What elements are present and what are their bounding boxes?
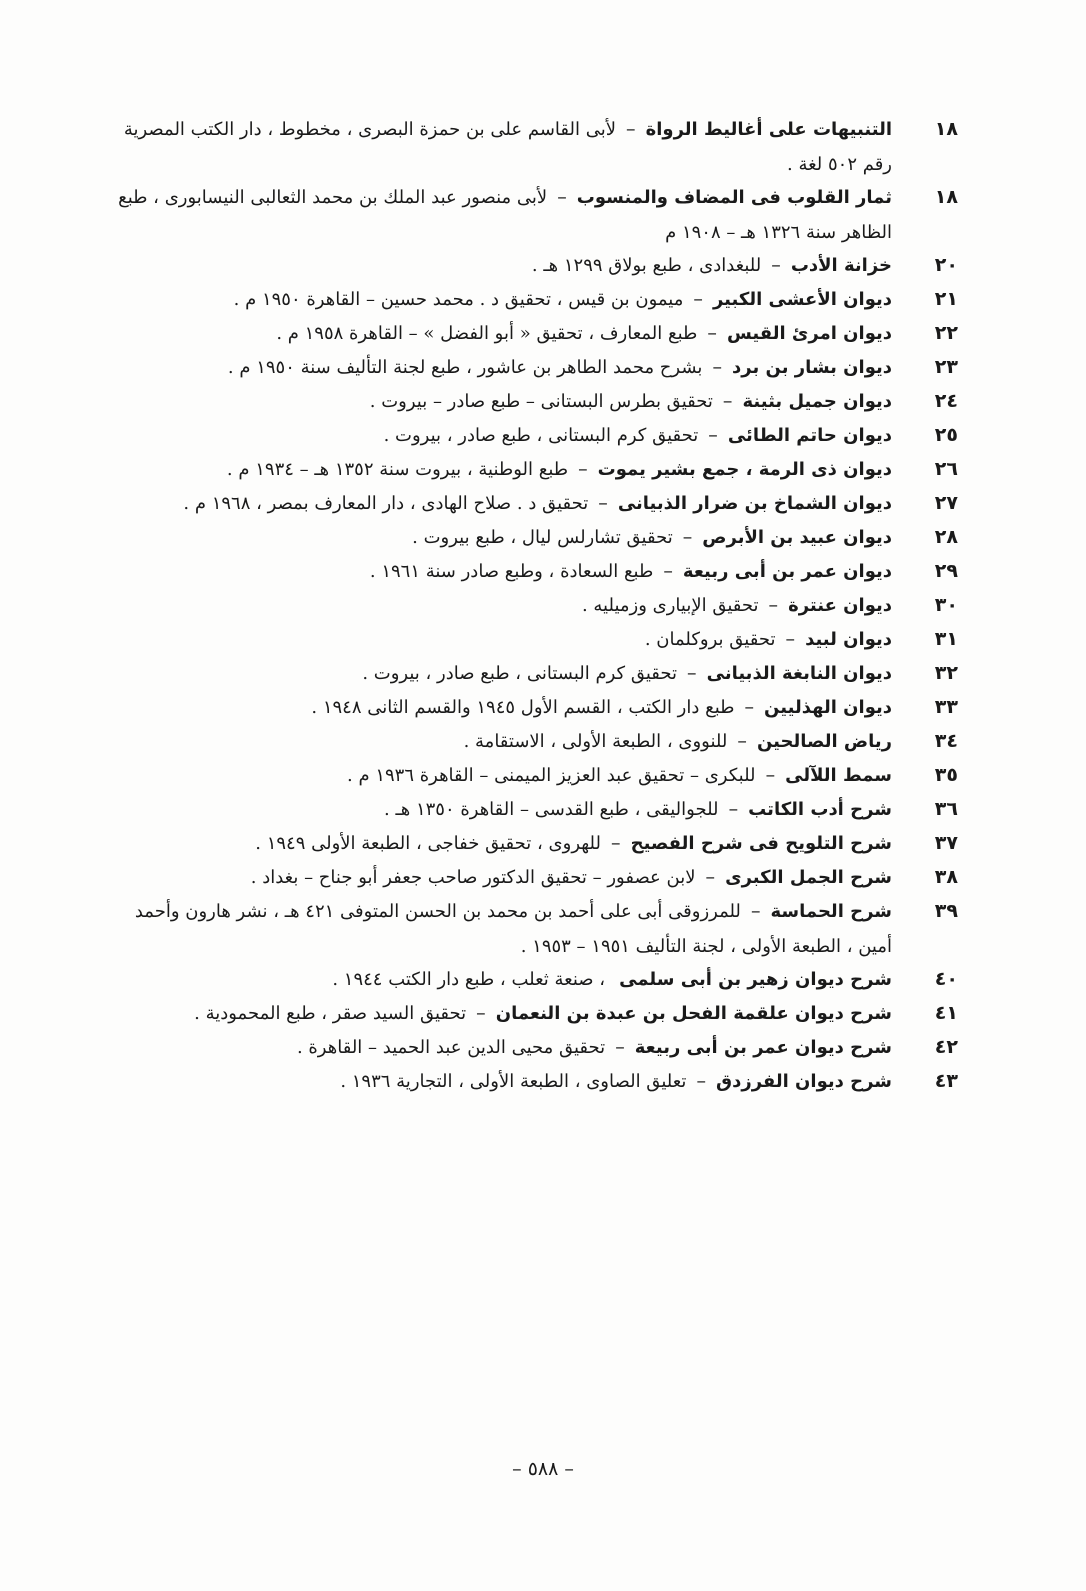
bibliography-entry: ٢٤ ديوان جميل بثينة – تحقيق بطرس البستانى – طبع صادر – بيروت . [118,384,958,418]
entry-number: ٢٨ [934,526,958,548]
entry-details: تحقيق د . صلاح الهادى ، دار المعارف بمصر ، ١٩٦٨ م . [183,493,589,514]
entry-details: لأبى القاسم على بن حمزة البصرى ، مخطوط ، دار الكتب المصرية رقم ٥٠٢ لغة . [123,119,892,175]
entry-number: ٣٠ [934,594,958,616]
entry-title: التنبيهات على أغاليط الرواة [645,119,892,140]
entry-number: ٢٧ [934,492,958,514]
entry-details: ميمون بن قيس ، تحقيق د . محمد حسين – القاهرة ١٩٥٠ م . [233,289,684,310]
bibliography-entry: ٤٢ شرح ديوان عمر بن أبى ربيعة – تحقيق محيى الدين عبد الحميد – القاهرة . [118,1030,958,1064]
entry-title: ديوان حاتم الطائى [727,425,892,446]
entry-details: تحقيق السيد صقر ، طبع المحمودية . [194,1003,467,1024]
entry-number: ٢٢ [934,322,958,344]
entry-title: ديوان جميل بثينة [742,391,892,412]
bibliography-entry: ٢١ ديوان الأعشى الكبير – ميمون بن قيس ، تحقيق د . محمد حسين – القاهرة ١٩٥٠ م . [118,282,958,316]
entry-details: للهروى ، تحقيق خفاجى ، الطبعة الأولى ١٩٤٩ . [255,833,602,854]
entry-number: ٣١ [934,628,958,650]
entry-title: شرح ديوان عمر بن أبى ربيعة [634,1037,892,1058]
bibliography-entry: ٢٢ ديوان امرئ القيس – طبع المعارف ، تحقيق « أبو الفضل » – القاهرة ١٩٥٨ م . [118,316,958,350]
entry-details: للجواليقى ، طبع القدسى – القاهرة ١٣٥٠ هـ . [384,799,719,820]
bibliography-entry: ٤٣ شرح ديوان الفرزدق – تعليق الصاوى ، الطبعة الأولى ، التجارية ١٩٣٦ . [118,1064,958,1098]
entry-number: ٢٣ [934,356,958,378]
entry-title: ديوان الأعشى الكبير [712,289,892,310]
entry-title: ديوان عنترة [788,595,892,616]
bibliography-entry: ١٨ ثمار القلوب فى المضاف والمنسوب – لأبى منصور عبد الملك بن محمد الثعالبى النيسابورى ، طبع الظاهر سنة ١٣٢٦ هـ – ١٩٠٨ م [118,180,958,248]
entry-number: ٣٢ [934,662,958,684]
entry-details: تحقيق الإبيارى وزميليه . [581,595,759,616]
entry-title: ديوان عمر بن أبى ربيعة [682,561,892,582]
bibliography-entry: ٤١ شرح ديوان علقمة الفحل بن عبدة بن النعمان – تحقيق السيد صقر ، طبع المحمودية . [118,996,958,1030]
entry-number: ٢٦ [934,458,958,480]
entry-title: شرح الحماسة [770,901,892,922]
entry-number: ٢٥ [934,424,958,446]
entry-details: طبع دار الكتب ، القسم الأول ١٩٤٥ والقسم الثانى ١٩٤٨ . [311,697,735,718]
bibliography-entry: ٣٩ شرح الحماسة – للمرزوقى أبى على أحمد بن محمد بن الحسن المتوفى ٤٢١ هـ ، نشر هارون وأحمد أمين ، الطبعة الأولى ، لجنة التأليف ١٩٥١ – ١٩٥٣ . [118,894,958,962]
entry-number: ١٨ [934,186,958,208]
entry-number: ٢٠ [934,254,958,276]
bibliography-entry: ٣٨ شرح الجمل الكبرى – لابن عصفور – تحقيق الدكتور صاحب جعفر أبو جناح – بغداد . [118,860,958,894]
entry-number: ٢١ [934,288,958,310]
entry-details: تعليق الصاوى ، الطبعة الأولى ، التجارية ١٩٣٦ . [340,1071,687,1092]
entry-number: ٣٥ [934,764,958,786]
bibliography-entry: ٢٩ ديوان عمر بن أبى ربيعة – طبع السعادة ، وطبع صادر سنة ١٩٦١ . [118,554,958,588]
entry-details: تحقيق تشارلس ليال ، طبع بيروت . [412,527,673,548]
entry-title: شرح التلويح فى شرح الفصيح [630,833,892,854]
entry-title: ديوان عبيد بن الأبرص [702,527,892,548]
entry-number: ٣٦ [934,798,958,820]
entry-title: ديوان لبيد [805,629,892,650]
entry-title: ديوان النابغة الذبيانى [706,663,892,684]
entry-title: ديوان امرئ القيس [726,323,892,344]
entry-title: ديوان ذى الرمة ، جمع بشير يموت [597,459,892,480]
entry-number: ١٨ [934,118,958,140]
bibliography-entry: ٣٣ ديوان الهذليين – طبع دار الكتب ، القسم الأول ١٩٤٥ والقسم الثانى ١٩٤٨ . [118,690,958,724]
entry-details: للبغدادى ، طبع بولاق ١٢٩٩ هـ . [531,255,762,276]
bibliography-entry: ٣٤ رياض الصالحين – للنووى ، الطبعة الأولى ، الاستقامة . [118,724,958,758]
bibliography-entry: ٢٣ ديوان بشار بن برد – بشرح محمد الطاهر بن عاشور ، طبع لجنة التأليف سنة ١٩٥٠ م . [118,350,958,384]
entry-number: ٣٧ [934,832,958,854]
entry-number: ٤٢ [934,1036,958,1058]
entry-title: شرح ديوان علقمة الفحل بن عبدة بن النعمان [495,1003,892,1024]
bibliography-entry: ٢٥ ديوان حاتم الطائى – تحقيق كرم البستانى ، طبع صادر ، بيروت . [118,418,958,452]
entry-details: بشرح محمد الطاهر بن عاشور ، طبع لجنة التأليف سنة ١٩٥٠ م . [227,357,703,378]
entry-title: سمط اللآلى [785,765,892,786]
entry-number: ٢٩ [934,560,958,582]
entry-number: ٤٠ [934,968,958,990]
entry-title: ديوان الهذليين [764,697,892,718]
entry-details: تحقيق بروكلمان . [644,629,776,650]
bibliography-entry: ٢٧ ديوان الشماخ بن ضرار الذبيانى – تحقيق د . صلاح الهادى ، دار المعارف بمصر ، ١٩٦٨ م . [118,486,958,520]
bibliography-entry: ٣١ ديوان لبيد – تحقيق بروكلمان . [118,622,958,656]
entry-number: ٢٤ [934,390,958,412]
entry-title: شرح ديوان زهير بن أبى سلمى [619,969,892,990]
bibliography-entry: ١٨ التنبيهات على أغاليط الرواة – لأبى القاسم على بن حمزة البصرى ، مخطوط ، دار الكتب المصرية رقم ٥٠٢ لغة . [118,112,958,180]
entry-title: شرح الجمل الكبرى [725,867,892,888]
bibliography-entry: ٢٠ خزانة الأدب – للبغدادى ، طبع بولاق ١٢٩٩ هـ . [118,248,958,282]
entry-number: ٤٣ [934,1070,958,1092]
entry-title: رياض الصالحين [756,731,892,752]
bibliography-entry: ٢٦ ديوان ذى الرمة ، جمع بشير يموت – طبع الوطنية ، بيروت سنة ١٣٥٢ هـ – ١٩٣٤ م . [118,452,958,486]
entry-details: طبع الوطنية ، بيروت سنة ١٣٥٢ هـ – ١٩٣٤ م . [226,459,569,480]
entry-title: ديوان الشماخ بن ضرار الذبيانى [617,493,892,514]
entry-details: تحقيق كرم البستانى ، طبع صادر ، بيروت . [383,425,699,446]
bibliography-entry: ٣٠ ديوان عنترة – تحقيق الإبيارى وزميليه . [118,588,958,622]
entry-number: ٣٤ [934,730,958,752]
page-number: – ٥٨٨ – [512,1458,574,1480]
entry-details: طبع المعارف ، تحقيق « أبو الفضل » – القاهرة ١٩٥٨ م . [276,323,698,344]
entry-details: ، صنعة ثعلب ، طبع دار الكتب ١٩٤٤ . [332,969,606,990]
entry-details: طبع السعادة ، وطبع صادر سنة ١٩٦١ . [369,561,654,582]
bibliography-entry: ٣٥ سمط اللآلى – للبكرى – تحقيق عبد العزيز الميمنى – القاهرة ١٩٣٦ م . [118,758,958,792]
bibliography-entry: ٣٧ شرح التلويح فى شرح الفصيح – للهروى ، تحقيق خفاجى ، الطبعة الأولى ١٩٤٩ . [118,826,958,860]
entry-details: تحقيق بطرس البستانى – طبع صادر – بيروت . [369,391,713,412]
entry-number: ٣٣ [934,696,958,718]
entry-number: ٤١ [934,1002,958,1024]
entry-title: ثمار القلوب فى المضاف والمنسوب [576,187,892,208]
entry-details: للنووى ، الطبعة الأولى ، الاستقامة . [463,731,728,752]
bibliography-entry: ٢٨ ديوان عبيد بن الأبرص – تحقيق تشارلس ليال ، طبع بيروت . [118,520,958,554]
entry-details: تحقيق كرم البستانى ، طبع صادر ، بيروت . [362,663,678,684]
bibliography-entry: ٣٢ ديوان النابغة الذبيانى – تحقيق كرم البستانى ، طبع صادر ، بيروت . [118,656,958,690]
entry-title: خزانة الأدب [790,255,892,276]
entry-details: لأبى منصور عبد الملك بن محمد الثعالبى النيسابورى ، طبع الظاهر سنة ١٣٢٦ هـ – ١٩٠٨ م [118,187,892,243]
bibliography-entry: ٣٦ شرح أدب الكاتب – للجواليقى ، طبع القدسى – القاهرة ١٣٥٠ هـ . [118,792,958,826]
entry-details: للبكرى – تحقيق عبد العزيز الميمنى – القاهرة ١٩٣٦ م . [347,765,756,786]
bibliography-list [118,112,958,1098]
entry-details: تحقيق محيى الدين عبد الحميد – القاهرة . [296,1037,606,1058]
entry-title: ديوان بشار بن برد [732,357,892,378]
entry-details: للمرزوقى أبى على أحمد بن محمد بن الحسن المتوفى ٤٢١ هـ ، نشر هارون وأحمد أمين ، الطبعة الأولى ، لجنة التأليف ١٩٥١ – ١٩٥٣ . [134,901,892,957]
bibliography-entry [118,962,958,996]
entry-title: شرح أدب الكاتب [748,799,892,820]
entry-title: شرح ديوان الفرزدق [716,1071,892,1092]
entry-number: ٣٩ [934,900,958,922]
entry-number: ٣٨ [934,866,958,888]
entry-details: لابن عصفور – تحقيق الدكتور صاحب جعفر أبو جناح – بغداد . [250,867,696,888]
